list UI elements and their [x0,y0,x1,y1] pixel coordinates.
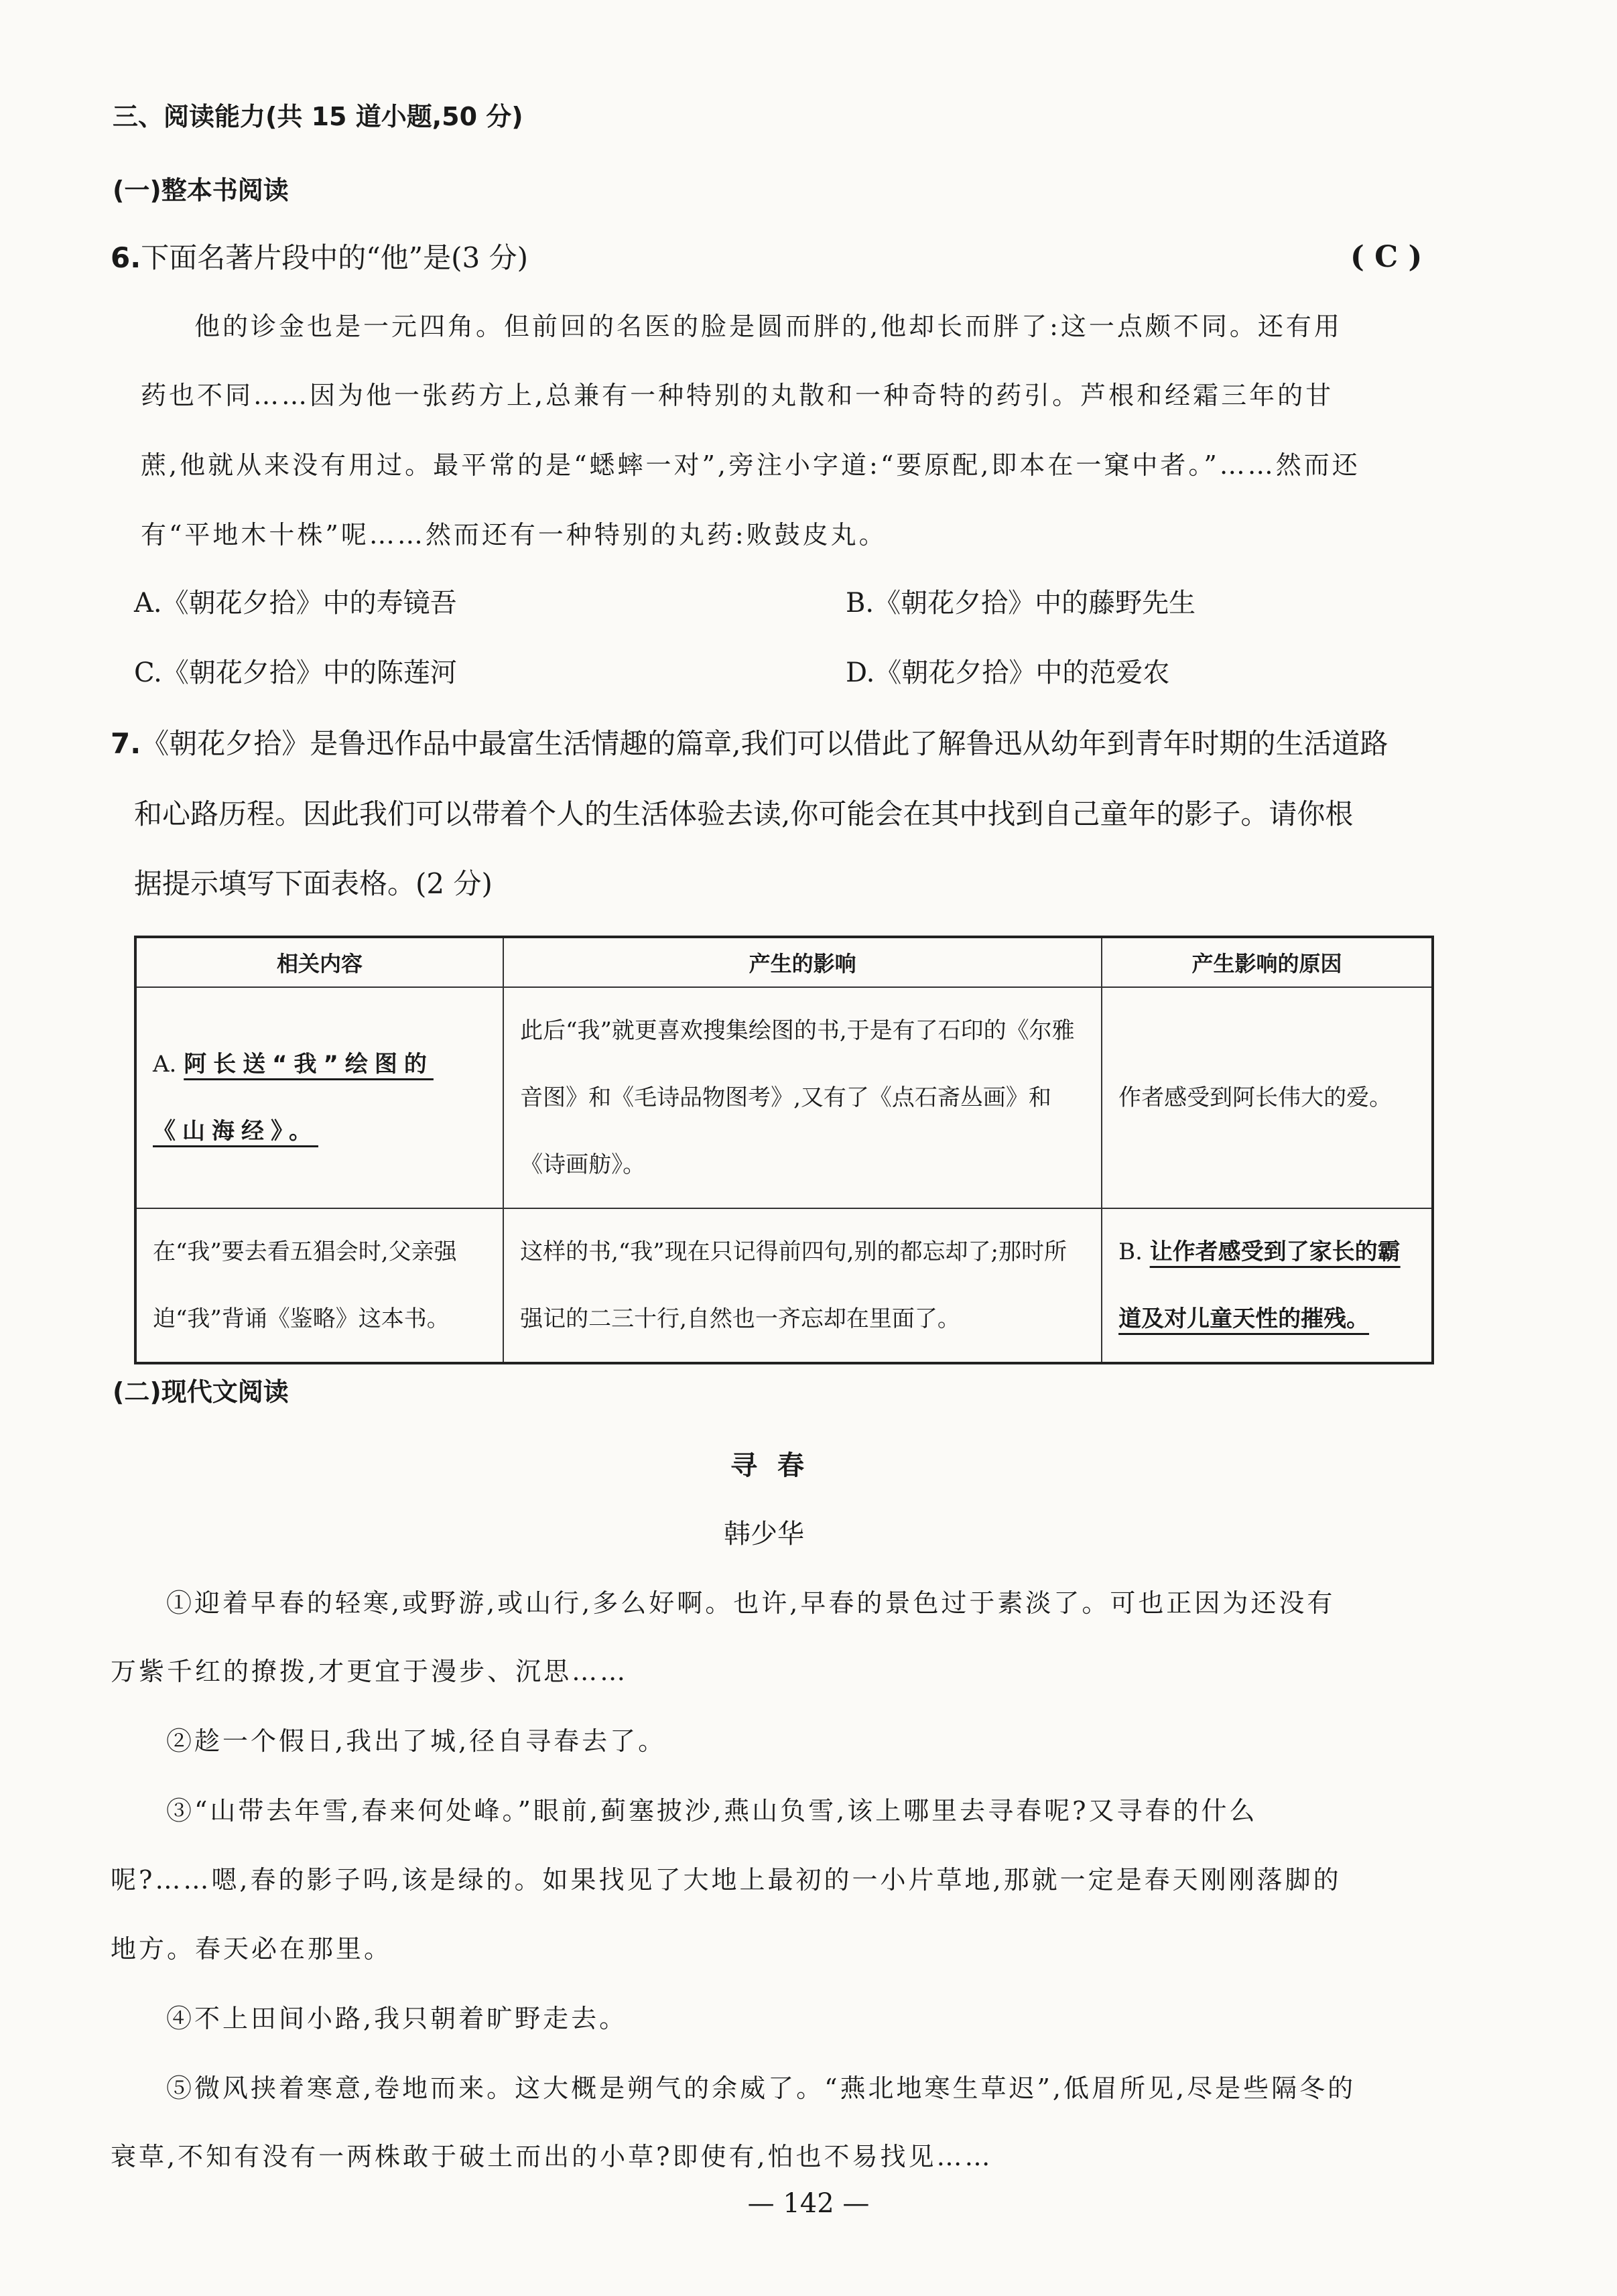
article-line: ②趁一个假日,我出了城,径自寻春去了。 [166,1726,667,1756]
table-header: 相关内容 [135,937,503,987]
article-line: 衰草,不知有没有一两株敢于破土而出的小草?即使有,怕也不易找见…… [111,2142,993,2171]
q6-option-a: A.《朝花夕拾》中的寿镜吾 [134,588,457,619]
table-cell-content: 在“我”要去看五猖会时,父亲强迫“我”背诵《鉴略》这本书。 [135,1208,503,1363]
q6-passage-line: 他的诊金也是一元四角。但前回的名医的脸是圆而胖的,他却长而胖了:这一点颇不同。还有用 [194,312,1342,341]
article-line: 万紫千红的撩拨,才更宜于漫步、沉思…… [111,1657,629,1686]
table-cell-reason: 作者感受到阿长伟大的爱。 [1102,987,1433,1208]
q7-stem-line [111,727,1388,761]
article-line: ④不上田间小路,我只朝着旷野走去。 [166,2004,628,2033]
article-line: ①迎着早春的轻寒,或野游,或山行,多么好啊。也许,早春的景色过于素淡了。可也正因为还没有 [166,1588,1336,1618]
q7-number: 7. [111,727,141,760]
q6-option-c: C.《朝花夕拾》中的陈莲河 [134,657,457,688]
q7-stem-text: 《朝花夕拾》是鲁迅作品中最富生活情趣的篇章,我们可以借此了解鲁迅从幼年到青年时期的生活道路 [141,727,1388,760]
article-line: ⑤微风挟着寒意,卷地而来。这大概是朔气的余威了。“燕北地寒生草迟”,低眉所见,尽是些隔冬的 [166,2074,1356,2103]
table-header: 产生影响的原因 [1102,937,1433,987]
part2-title: (二)现代文阅读 [113,1377,289,1407]
answer-label-a: A. [153,1051,177,1078]
table-header-row [135,937,1433,987]
answer-fill-a: 阿长送“我”绘图的《山海经》。 [153,1051,434,1145]
table-header: 产生的影响 [503,937,1102,987]
answer-label-b: B. [1118,1238,1143,1265]
q6-passage-line: 蔗,他就从来没有用过。最平常的是“蟋蟀一对”,旁注小字道:“要原配,即本在一窠中者。”……然而还 [141,450,1360,480]
article-line: 地方。春天必在那里。 [111,1934,393,1964]
q7-table [134,936,1434,1364]
table-cell-effect: 这样的书,“我”现在只记得前四句,别的都忘却了;那时所强记的二三十行,自然也一齐忘却在里面了。 [503,1208,1102,1363]
q6-number: 6. [111,241,141,274]
page-number: — 142 — [747,2188,870,2219]
q6-option-d: D.《朝花夕拾》中的范爱农 [846,657,1170,688]
q6-option-b: B.《朝花夕拾》中的藤野先生 [846,588,1196,619]
q6-stem-text: 下面名著片段中的“他”是(3 分) [141,241,528,274]
table-cell-content [135,987,503,1208]
answer-fill-b: 让作者感受到了家长的霸道及对儿童天性的摧残。 [1118,1238,1401,1332]
q6-passage-line: 药也不同……因为他一张药方上,总兼有一种特别的丸散和一种奇特的药引。芦根和经霜三年的甘 [141,381,1334,410]
table-row [135,1208,1433,1363]
part1-title: (一)整本书阅读 [113,176,289,205]
article-title: 寻春 [730,1450,824,1481]
article-author: 韩少华 [724,1519,804,1549]
section-title: 三、阅读能力(共 15 道小题,50 分) [113,102,523,131]
article-line: 呢?……嗯,春的影子吗,该是绿的。如果找见了大地上最初的一小片草地,那就一定是春天刚刚落脚的 [111,1865,1342,1895]
q7-stem-line: 据提示填写下面表格。(2 分) [134,867,493,900]
article-line: ③“山带去年雪,春来何处峰。”眼前,蓟塞披沙,燕山负雪,该上哪里去寻春呢?又寻春的什么 [166,1796,1258,1826]
q7-stem-line: 和心路历程。因此我们可以带着个人的生活体验去读,你可能会在其中找到自己童年的影子。请你根 [134,798,1354,830]
table-row [135,987,1433,1208]
table-cell-effect: 此后“我”就更喜欢搜集绘图的书,于是有了石印的《尔雅音图》和《毛诗品物图考》,又有了《点石斋丛画》和《诗画舫》。 [503,987,1102,1208]
q6-answer: ( C ) [1350,240,1423,274]
q6-stem [111,241,528,275]
q6-passage-line: 有“平地木十株”呢……然而还有一种特别的丸药:败鼓皮丸。 [141,520,887,550]
table-cell-reason [1102,1208,1433,1363]
